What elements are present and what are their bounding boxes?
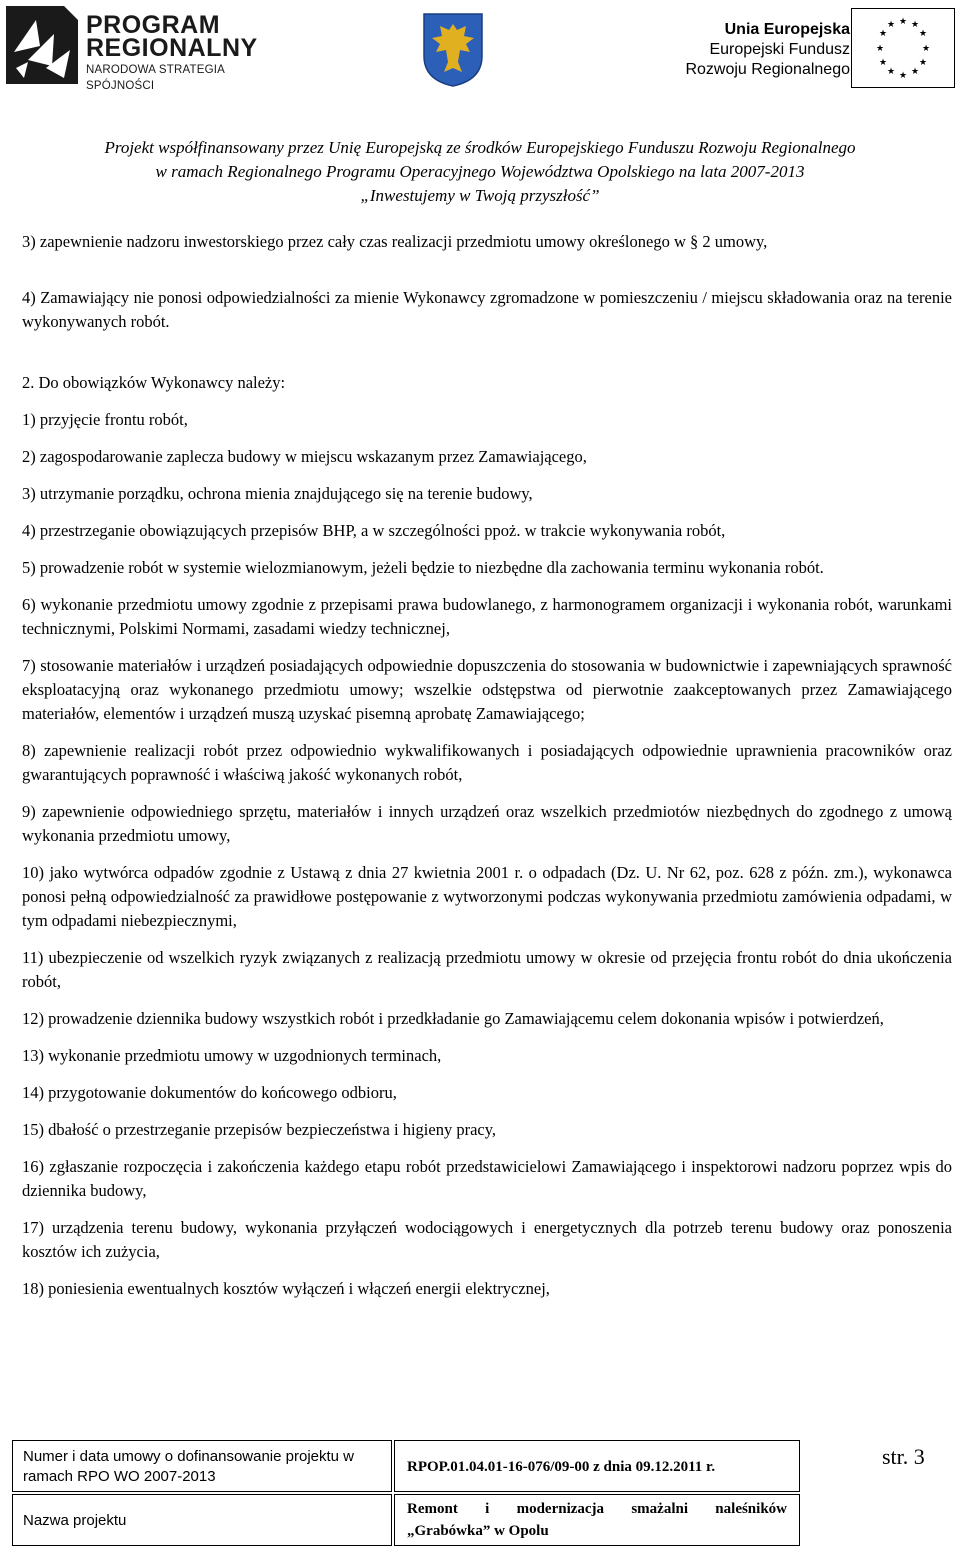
svg-text:★: ★ <box>875 44 885 54</box>
footer-contract-label-box <box>12 1440 392 1492</box>
svg-text:★: ★ <box>878 29 888 39</box>
duty-item: 6) wykonanie przedmiotu umowy zgodnie z przepisami prawa budowlanego, z harmonogramem organizacji i wykonania robót, warunkami technicznymi, Polskimi Normami, zasadami wiedzy technicznej, <box>22 595 952 638</box>
duty-item: 11) ubezpieczenie od wszelkich ryzyk związanych z realizacją przedmiotu umowy w okresie od przejęcia frontu robót do dnia ukończenia robót, <box>22 948 952 991</box>
footer-project-name-line1: Remont i modernizacja smażalni naleśników <box>407 1501 787 1517</box>
document-footer <box>12 1440 952 1546</box>
program-regionalny-mark-icon <box>6 6 78 84</box>
duty-item: 2) zagospodarowanie zaplecza budowy w miejscu wskazanym przez Zamawiającego, <box>22 447 587 466</box>
eu-line-union: Unia Europejska <box>724 21 850 38</box>
duty-item: 16) zgłaszanie rozpoczęcia i zakończenia każdego etapu robót przedstawicielowi Zamawiającego i inspektorowi nadzoru poprzez wpis do dziennika budowy, <box>22 1157 952 1200</box>
footer-contract-number: RPOP.01.04.01-16-076/09-00 z dnia 09.12.2011 r. <box>407 1459 716 1475</box>
svg-text:★: ★ <box>918 29 928 39</box>
duty-item: 9) zapewnienie odpowiedniego sprzętu, materiałów i innych urządzeń oraz wszelkich przedmiotów niezbędnych do zgodnego z umową wykonania przedmiotu umowy, <box>22 802 952 845</box>
document-body <box>22 230 952 1301</box>
caption-line-1: Projekt współfinansowany przez Unię Europejską ze środków Europejskiego Funduszu Rozwoju Regionalnego <box>104 138 856 157</box>
logo-line-regionalny: REGIONALNY <box>86 34 258 62</box>
duty-item: 13) wykonanie przedmiotu umowy w uzgodnionych terminach, <box>22 1046 442 1065</box>
duty-item: 10) jako wytwórca odpadów zgodnie z Ustawą z dnia 27 kwietnia 2001 r. o odpadach (Dz. U. Nr 62, poz. 628 z późn. zm.), wykonawca ponosi pełną odpowiedzialność za prawidłowe postępowanie z wytworzonymi podczas wykonywania przedmiotu zamówienia odpadami, w tym odpadami niebezpiecznymi, <box>22 863 952 930</box>
eu-line-regional: Rozwoju Regionalnego <box>685 61 850 78</box>
duty-item: 12) prowadzenie dziennika budowy wszystkich robót i przedkładanie go Zamawiającemu celem dokonania wpisów i potwierdzeń, <box>22 1009 884 1028</box>
duty-item: 14) przygotowanie dokumentów do końcowego odbioru, <box>22 1083 397 1102</box>
footer-contract-label-line1: Numer i data umowy o dofinansowanie projektu w <box>23 1448 355 1465</box>
eu-line-fund: Europejski Fundusz <box>709 41 850 58</box>
program-regionalny-text <box>86 11 296 94</box>
duty-item: 18) poniesienia ewentualnych kosztów wyłączeń i włączeń energii elektrycznej, <box>22 1279 550 1298</box>
clause-supervision: 3) zapewnienie nadzoru inwestorskiego przez cały czas realizacji przedmiotu umowy określonego w § 2 umowy, <box>22 232 768 251</box>
page-number: str. 3 <box>882 1444 925 1469</box>
section-contractor-duties: 2. Do obowiązków Wykonawcy należy: <box>22 373 286 392</box>
svg-text:★: ★ <box>878 58 888 68</box>
caption-line-2: w ramach Regionalnego Programu Operacyjnego Województwa Opolskiego na lata 2007-2013 <box>155 162 805 181</box>
svg-text:★: ★ <box>918 58 928 68</box>
footer-project-label: Nazwa projektu <box>23 1512 127 1529</box>
logo-line-strategy: NARODOWA STRATEGIA SPÓJNOŚCI <box>86 64 225 92</box>
svg-text:★: ★ <box>886 20 896 30</box>
duty-item: 4) przestrzeganie obowiązujących przepisów BHP, a w szczególności ppoż. w trakcie wykonywania robót, <box>22 521 726 540</box>
duty-item: 7) stosowanie materiałów i urządzeń posiadających odpowiednie dopuszczenia do stosowania w budownictwie i zapewniających sprawność eksploatacyjną oraz wykonanego przedmiotu umowy; wszelkie odstępstwa od pierwotnie zaakceptowanych przez Zamawiającego materiałów, elementów i urządzeń muszą uzyskać pisemną aprobatę Zamawiającego; <box>22 656 952 723</box>
logo-line-program: PROGRAM <box>86 11 221 39</box>
cofinancing-caption <box>0 136 960 208</box>
duty-item: 8) zapewnienie realizacji robót przez odpowiednio wykwalifikowanych i posiadających odpowiednie uprawnienia pracowników oraz gwarantujących poprawność i właściwą jakość wykonanych robót, <box>22 741 952 784</box>
eu-funding-text <box>685 20 850 80</box>
svg-text:★: ★ <box>910 20 920 30</box>
svg-text:★: ★ <box>898 71 908 81</box>
program-regionalny-logo <box>6 6 296 92</box>
footer-project-name-line2: „Grabówka” w Opolu <box>407 1523 549 1539</box>
eu-flag-icon <box>851 8 955 88</box>
svg-text:★: ★ <box>921 44 931 54</box>
footer-contract-value-box <box>394 1440 800 1492</box>
svg-text:★: ★ <box>910 67 920 77</box>
clause-liability: 4) Zamawiający nie ponosi odpowiedzialności za mienie Wykonawcy zgromadzone w pomieszczeniu / miejscu składowania oraz na terenie wykonywanych robót. <box>22 288 952 331</box>
opolskie-crest-icon <box>422 12 484 88</box>
footer-project-label-box <box>12 1494 392 1546</box>
duty-item: 3) utrzymanie porządku, ochrona mienia znajdującego się na terenie budowy, <box>22 484 533 503</box>
duty-item: 17) urządzenia terenu budowy, wykonania przyłączeń wodociągowych i energetycznych dla potrzeb terenu budowy oraz ponoszenia kosztów ich zużycia, <box>22 1218 952 1261</box>
footer-contract-label-line2: ramach RPO WO 2007-2013 <box>23 1468 216 1485</box>
svg-text:★: ★ <box>886 67 896 77</box>
duty-item: 5) prowadzenie robót w systemie wielozmianowym, jeżeli będzie to niezbędne dla zachowania terminu wykonania robót. <box>22 558 824 577</box>
svg-text:★: ★ <box>898 17 908 27</box>
footer-project-value-box <box>394 1494 800 1546</box>
caption-line-3: „Inwestujemy w Twoją przyszłość” <box>360 186 600 205</box>
duty-item: 1) przyjęcie frontu robót, <box>22 410 188 429</box>
duty-item: 15) dbałość o przestrzeganie przepisów bezpieczeństwa i higieny pracy, <box>22 1120 497 1139</box>
document-header <box>0 0 960 95</box>
